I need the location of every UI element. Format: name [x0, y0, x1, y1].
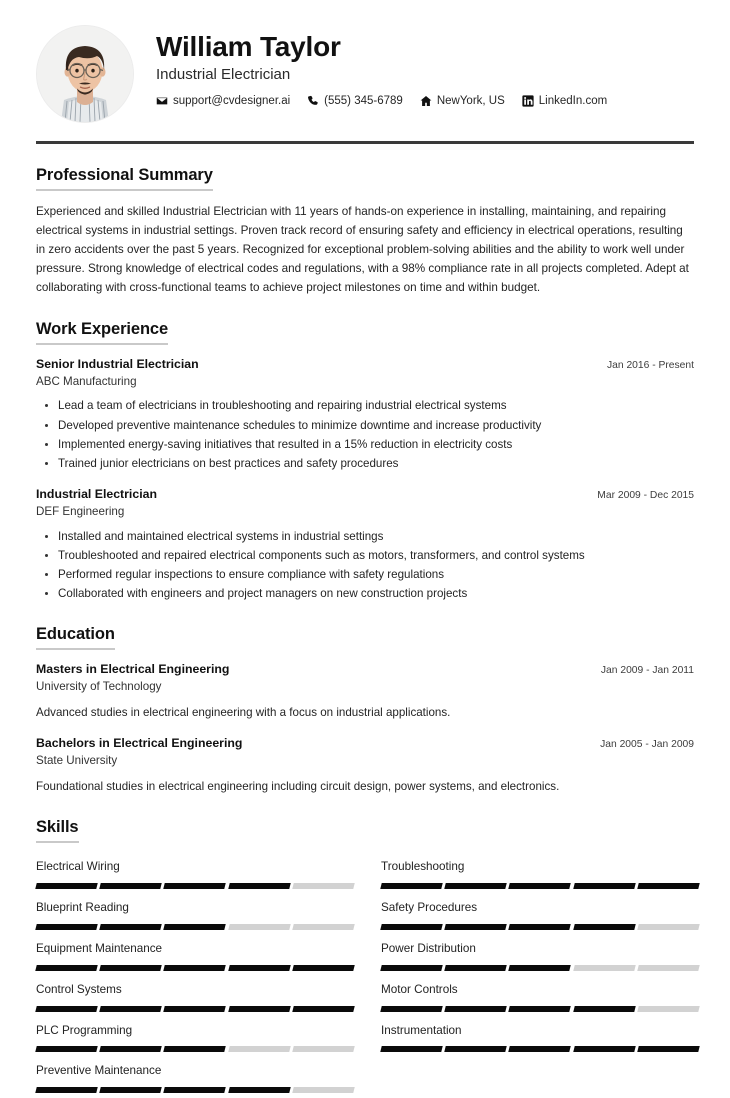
section-education [36, 625, 694, 796]
skill-segment-filled [509, 924, 572, 930]
experience-role: Industrial Electrician [36, 486, 157, 501]
skill-segment-filled [444, 883, 507, 889]
skill-item [381, 976, 699, 1017]
experience-bullet: Collaborated with engineers and project managers on new construction projects [58, 584, 694, 603]
contact-location-label: NewYork, US [436, 95, 505, 108]
experience-bullet: Installed and maintained electrical systems in industrial settings [58, 527, 694, 546]
skill-level-bar [36, 965, 354, 971]
skill-level-bar [36, 1006, 354, 1012]
header-divider [36, 141, 694, 144]
skill-segment-filled [228, 1087, 291, 1093]
skill-segment-filled [228, 965, 291, 971]
experience-bullet: Trained junior electricians on best practices and safety procedures [58, 454, 694, 473]
skill-segment-filled [573, 1046, 636, 1052]
header-text [156, 25, 694, 107]
contact-email[interactable] [156, 95, 290, 107]
skill-level-bar [36, 883, 354, 889]
skill-name: PLC Programming [36, 1023, 133, 1037]
experience-date: Mar 2009 - Dec 2015 [597, 489, 694, 501]
experience-bullet: Performed regular inspections to ensure compliance with safety regulations [58, 565, 694, 584]
contact-linkedin[interactable] [522, 95, 607, 107]
skill-segment-filled [444, 924, 507, 930]
experience-entry [36, 487, 694, 603]
experience-entry [36, 357, 694, 473]
education-entry [36, 662, 694, 722]
skill-segment-filled [509, 1006, 572, 1012]
experience-bullets [36, 396, 694, 473]
experience-organization: ABC Manufacturing [36, 374, 137, 388]
experience-entry-head [36, 487, 694, 503]
skill-segment-filled [164, 965, 227, 971]
education-degree: Bachelors in Electrical Engineering [36, 736, 243, 751]
experience-bullet: Troubleshooted and repaired electrical components such as motors, transformers, and control systems [58, 546, 694, 565]
skill-segment-filled [228, 883, 291, 889]
education-date: Jan 2005 - Jan 2009 [600, 739, 694, 751]
section-skills [36, 818, 694, 1098]
section-title-skills: Skills [36, 818, 79, 843]
skill-segment-filled [164, 924, 227, 930]
section-title-summary: Professional Summary [36, 166, 213, 191]
skill-segment-filled [228, 1006, 291, 1012]
skill-name: Preventive Maintenance [36, 1064, 162, 1078]
skill-segment-empty [292, 883, 355, 889]
full-name: William Taylor [156, 31, 341, 62]
contact-email-label: support@cvdesigner.ai [173, 95, 291, 108]
skill-level-bar [381, 965, 699, 971]
skill-segment-filled [164, 1087, 227, 1093]
skill-segment-empty [292, 1046, 355, 1052]
skill-item [36, 894, 354, 935]
section-title-education: Education [36, 625, 115, 650]
contact-linkedin-label: LinkedIn.com [538, 95, 608, 108]
education-entry-head [36, 662, 694, 678]
skill-segment-filled [573, 883, 636, 889]
skill-name: Equipment Maintenance [36, 941, 163, 955]
education-degree: Masters in Electrical Engineering [36, 662, 230, 677]
skill-segment-filled [509, 883, 572, 889]
experience-role: Senior Industrial Electrician [36, 356, 199, 371]
skill-segment-filled [99, 1087, 162, 1093]
skill-segment-filled [35, 924, 98, 930]
contact-location[interactable] [420, 95, 505, 107]
skill-segment-empty [637, 924, 700, 930]
skill-name: Instrumentation [381, 1023, 462, 1037]
skill-item [381, 894, 699, 935]
skill-segment-filled [164, 883, 227, 889]
skill-segment-filled [99, 1006, 162, 1012]
skill-segment-filled [99, 883, 162, 889]
section-work-experience [36, 320, 694, 603]
skill-segment-filled [573, 1006, 636, 1012]
skill-segment-empty [637, 1006, 700, 1012]
skill-segment-filled [99, 965, 162, 971]
skill-level-bar [381, 1006, 699, 1012]
job-title: Industrial Electrician [156, 66, 291, 84]
education-date: Jan 2009 - Jan 2011 [600, 665, 694, 677]
skill-segment-filled [444, 1006, 507, 1012]
skill-level-bar [36, 1087, 354, 1093]
skill-level-bar [381, 1046, 699, 1052]
skill-item [36, 1057, 354, 1098]
experience-bullet: Developed preventive maintenance schedules to minimize downtime and increase productivity [58, 416, 694, 435]
skill-segment-filled [380, 1006, 443, 1012]
skills-grid [36, 853, 694, 1098]
skill-item [36, 853, 354, 894]
avatar [36, 25, 134, 123]
education-description: Advanced studies in electrical engineering with a focus on industrial applications. [36, 705, 451, 719]
skill-segment-filled [35, 1087, 98, 1093]
education-entry-head [36, 736, 694, 752]
experience-list [36, 357, 694, 603]
skill-segment-filled [573, 924, 636, 930]
skill-item [36, 1017, 354, 1058]
skill-segment-empty [228, 1046, 291, 1052]
experience-bullet: Lead a team of electricians in troubleshooting and repairing industrial electrical systems [58, 396, 694, 415]
skill-segment-filled [292, 965, 355, 971]
skill-level-bar [381, 883, 699, 889]
skill-level-bar [381, 924, 699, 930]
profile-photo-icon [37, 26, 133, 122]
skill-name: Troubleshooting [381, 860, 465, 874]
skill-item [381, 935, 699, 976]
summary-body [36, 203, 694, 298]
contact-phone[interactable] [307, 95, 403, 107]
education-entry [36, 736, 694, 796]
skill-segment-filled [509, 1046, 572, 1052]
skill-segment-filled [380, 965, 443, 971]
skill-level-bar [36, 1046, 354, 1052]
skill-segment-filled [35, 883, 98, 889]
skill-segment-filled [637, 883, 700, 889]
home-icon [420, 95, 432, 107]
skill-level-bar [36, 924, 354, 930]
skill-segment-filled [380, 883, 443, 889]
skill-name: Blueprint Reading [36, 901, 129, 915]
section-professional-summary [36, 166, 694, 298]
skill-segment-filled [444, 1046, 507, 1052]
skill-name: Electrical Wiring [36, 860, 120, 874]
skill-segment-empty [292, 1087, 355, 1093]
linkedin-icon [522, 95, 534, 107]
contact-row [156, 95, 694, 107]
skill-name: Control Systems [36, 982, 122, 996]
skill-segment-filled [164, 1006, 227, 1012]
education-description: Foundational studies in electrical engineering including circuit design, power systems, and electronics. [36, 779, 560, 793]
skill-item [36, 935, 354, 976]
skill-name: Safety Procedures [381, 901, 478, 915]
skill-segment-filled [509, 965, 572, 971]
skill-segment-filled [99, 1046, 162, 1052]
skill-item [36, 976, 354, 1017]
skill-segment-filled [292, 1006, 355, 1012]
skill-segment-empty [292, 924, 355, 930]
skill-segment-filled [35, 965, 98, 971]
summary-text: Experienced and skilled Industrial Electrician with 11 years of hands-on experience in installing, maintaining, and repairing electrical systems in industrial settings. Proven track record of ensuring safety and efficiency in electrical operations, resulting in zero accidents over the past 5 years. Recognized for exceptional problem-solving abilities and the ability to work well under pressure. Strong knowledge of electrical codes and regulations, with a 98% compliance rate in all projects completed. Adept at collaborating with cross-functional teams to achieve project milestones on time and within budget. [36, 205, 689, 294]
skill-segment-filled [637, 1046, 700, 1052]
skill-segment-filled [444, 965, 507, 971]
experience-bullets [36, 527, 694, 604]
skill-segment-filled [380, 924, 443, 930]
skill-segment-empty [228, 924, 291, 930]
education-list [36, 662, 694, 796]
section-title-experience: Work Experience [36, 320, 168, 345]
experience-bullet: Implemented energy-saving initiatives that resulted in a 15% reduction in electricity costs [58, 435, 694, 454]
skill-segment-filled [164, 1046, 227, 1052]
skill-segment-filled [35, 1006, 98, 1012]
skill-name: Motor Controls [381, 982, 458, 996]
experience-date: Jan 2016 - Present [606, 359, 694, 371]
education-school: State University [36, 754, 118, 768]
phone-icon [307, 95, 319, 107]
experience-entry-head [36, 357, 694, 373]
education-school: University of Technology [36, 680, 162, 693]
experience-organization: DEF Engineering [36, 504, 125, 518]
skill-item [381, 1017, 699, 1058]
skill-item [381, 853, 699, 894]
skill-segment-filled [99, 924, 162, 930]
skill-segment-filled [35, 1046, 98, 1052]
skill-name: Power Distribution [381, 941, 476, 955]
skill-segment-filled [380, 1046, 443, 1052]
contact-phone-label: (555) 345-6789 [324, 95, 403, 108]
skill-segment-empty [637, 965, 700, 971]
resume-header [36, 0, 694, 127]
skill-segment-empty [573, 965, 636, 971]
envelope-icon [156, 95, 168, 107]
